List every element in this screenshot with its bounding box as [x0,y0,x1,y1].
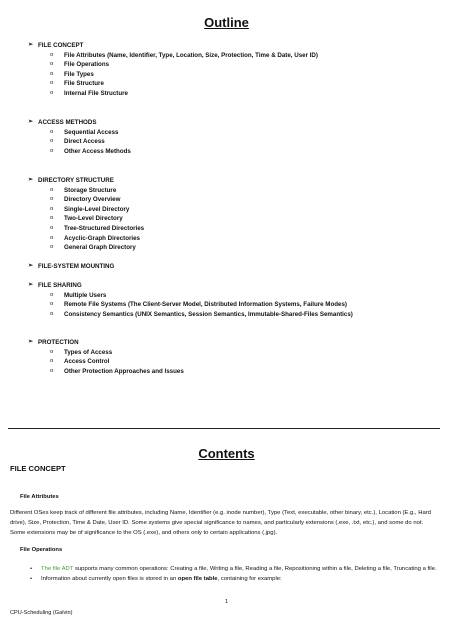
section-title: PROTECTION [38,339,79,346]
section-heading [28,262,114,272]
list-item-label: Other Access Methods [64,147,131,155]
circle-bullet-icon: o [50,310,54,317]
list-item [30,564,440,574]
section-heading [28,338,184,348]
list-item [28,357,184,367]
list-item-label: Other Protection Approaches and Issues [64,367,184,375]
section-items [28,51,318,99]
list-item [28,147,131,157]
bullet-icon: • [30,576,33,582]
list-item [28,234,144,244]
circle-bullet-icon: o [50,80,54,87]
list-item [28,224,144,234]
list-item-label: Remote File Systems (The Client-Server Model, Distributed Information Systems, Failure Modes) [64,301,347,309]
list-item [28,70,318,80]
list-item [28,79,318,89]
section-heading [28,176,144,186]
section-items [28,186,144,253]
circle-bullet-icon: o [50,89,54,96]
page-number: 1 [224,599,229,605]
list-item-label: Types of Access [64,348,113,356]
circle-bullet-icon: o [50,70,54,77]
outline-section [28,281,353,319]
list-item-text: Information about currently open files is stored in an [41,576,178,582]
arrow-bullet-icon: ➢ [28,282,34,288]
outline-section [28,338,184,376]
section-title: DIRECTORY STRUCTURE [38,177,114,184]
list-item-label: Storage Structure [64,186,117,194]
list-item-label: Acyclic-Graph Directories [64,234,140,242]
circle-bullet-icon: o [50,348,54,355]
arrow-bullet-icon: ➢ [28,42,34,48]
circle-bullet-icon: o [50,358,54,365]
outline-section [28,262,114,272]
list-item-label: File Operations [64,61,110,69]
section-title: FILE SHARING [38,282,82,289]
file-attributes-paragraph: Different OSes keep track of different file attributes, including Name, Identifier (e.g. inode number), Type (Text, executable, other binary, etc.), Location (E.g., Hard drive), Size, Protection, Time & Date, User ID. Some systems give special significance to names, and particularly extensions (.exe, .txt, etc.), and some do not. Some extensions may be of significance to the OS (.exe), and others only to certain applications (.jpg). [10,510,431,536]
list-item [28,205,144,215]
list-item-label: Single-Level Directory [64,205,130,213]
list-item-label: Tree-Structured Directories [64,224,145,232]
circle-bullet-icon: o [50,224,54,231]
list-item-label: File Types [64,70,94,78]
list-item [28,128,131,138]
circle-bullet-icon: o [50,291,54,298]
list-item [28,214,144,224]
section-title: FILE-SYSTEM MOUNTING [38,263,115,270]
file-operations-heading: File Operations [20,547,63,553]
list-item-label: Sequential Access [64,128,119,136]
list-item-label: File Attributes (Name, Identifier, Type, Location, Size, Protection, Time & Date, User ID) [64,51,318,59]
arrow-bullet-icon: ➢ [28,339,34,345]
list-item-label: Two-Level Directory [64,215,123,223]
contents-title: Contents [198,446,255,461]
list-item-label: General Graph Directory [64,244,136,252]
circle-bullet-icon: o [50,147,54,154]
outline-section [28,118,131,156]
list-item [28,195,144,205]
section-items [28,128,131,157]
list-item [28,300,353,310]
circle-bullet-icon: o [50,128,54,135]
list-item-label: File Structure [64,80,104,88]
circle-bullet-icon: o [50,215,54,222]
section-heading [28,118,131,128]
list-item-label: Internal File Structure [64,89,128,97]
list-item-tail: , containing for example: [217,576,282,582]
circle-bullet-icon: o [50,51,54,58]
open-file-table-term: open file table [177,576,218,582]
list-item-label: Direct Access [64,138,105,146]
section-title: FILE CONCEPT [38,42,84,49]
section-items [28,291,353,320]
list-item [28,243,144,253]
section-divider [8,428,440,429]
list-item [28,186,144,196]
circle-bullet-icon: o [50,367,54,374]
file-concept-heading: FILE CONCEPT [10,464,66,473]
list-item [28,348,184,358]
section-title: ACCESS METHODS [38,119,97,126]
circle-bullet-icon: o [50,205,54,212]
file-adt-link[interactable]: The file ADT [41,566,74,572]
circle-bullet-icon: o [50,186,54,193]
list-item [28,137,131,147]
outline-section [28,176,144,253]
outline-title: Outline [204,15,249,30]
outline-section [28,41,318,99]
arrow-bullet-icon: ➢ [28,263,34,269]
list-item [28,367,184,377]
list-item-label: Multiple Users [64,291,107,299]
list-item-text: supports many common operations: Creating a file, Writing a file, Reading a file, Repositioning within a file, Deleting a file, Truncating a file. [73,566,437,572]
section-heading [28,41,318,51]
circle-bullet-icon: o [50,301,54,308]
circle-bullet-icon: o [50,234,54,241]
file-operations-list [30,564,440,584]
list-item-label: Consistency Semantics (UNIX Semantics, Session Semantics, Immutable-Shared-Files Semantics) [64,310,353,318]
section-items [28,348,184,377]
circle-bullet-icon: o [50,196,54,203]
section-heading [28,281,353,291]
circle-bullet-icon: o [50,61,54,68]
list-item-label: Directory Overview [64,196,121,204]
bullet-icon: • [30,566,33,572]
list-item [28,89,318,99]
list-item [28,51,318,61]
list-item [28,60,318,70]
page-footer: CPU-Scheduling (Galvin) [10,610,73,616]
circle-bullet-icon: o [50,138,54,145]
list-item [28,291,353,301]
circle-bullet-icon: o [50,244,54,251]
list-item [30,574,440,584]
list-item-label: Access Control [64,358,110,366]
file-attributes-heading: File Attributes [20,494,59,500]
list-item [28,310,353,320]
arrow-bullet-icon: ➢ [28,177,34,183]
arrow-bullet-icon: ➢ [28,119,34,125]
